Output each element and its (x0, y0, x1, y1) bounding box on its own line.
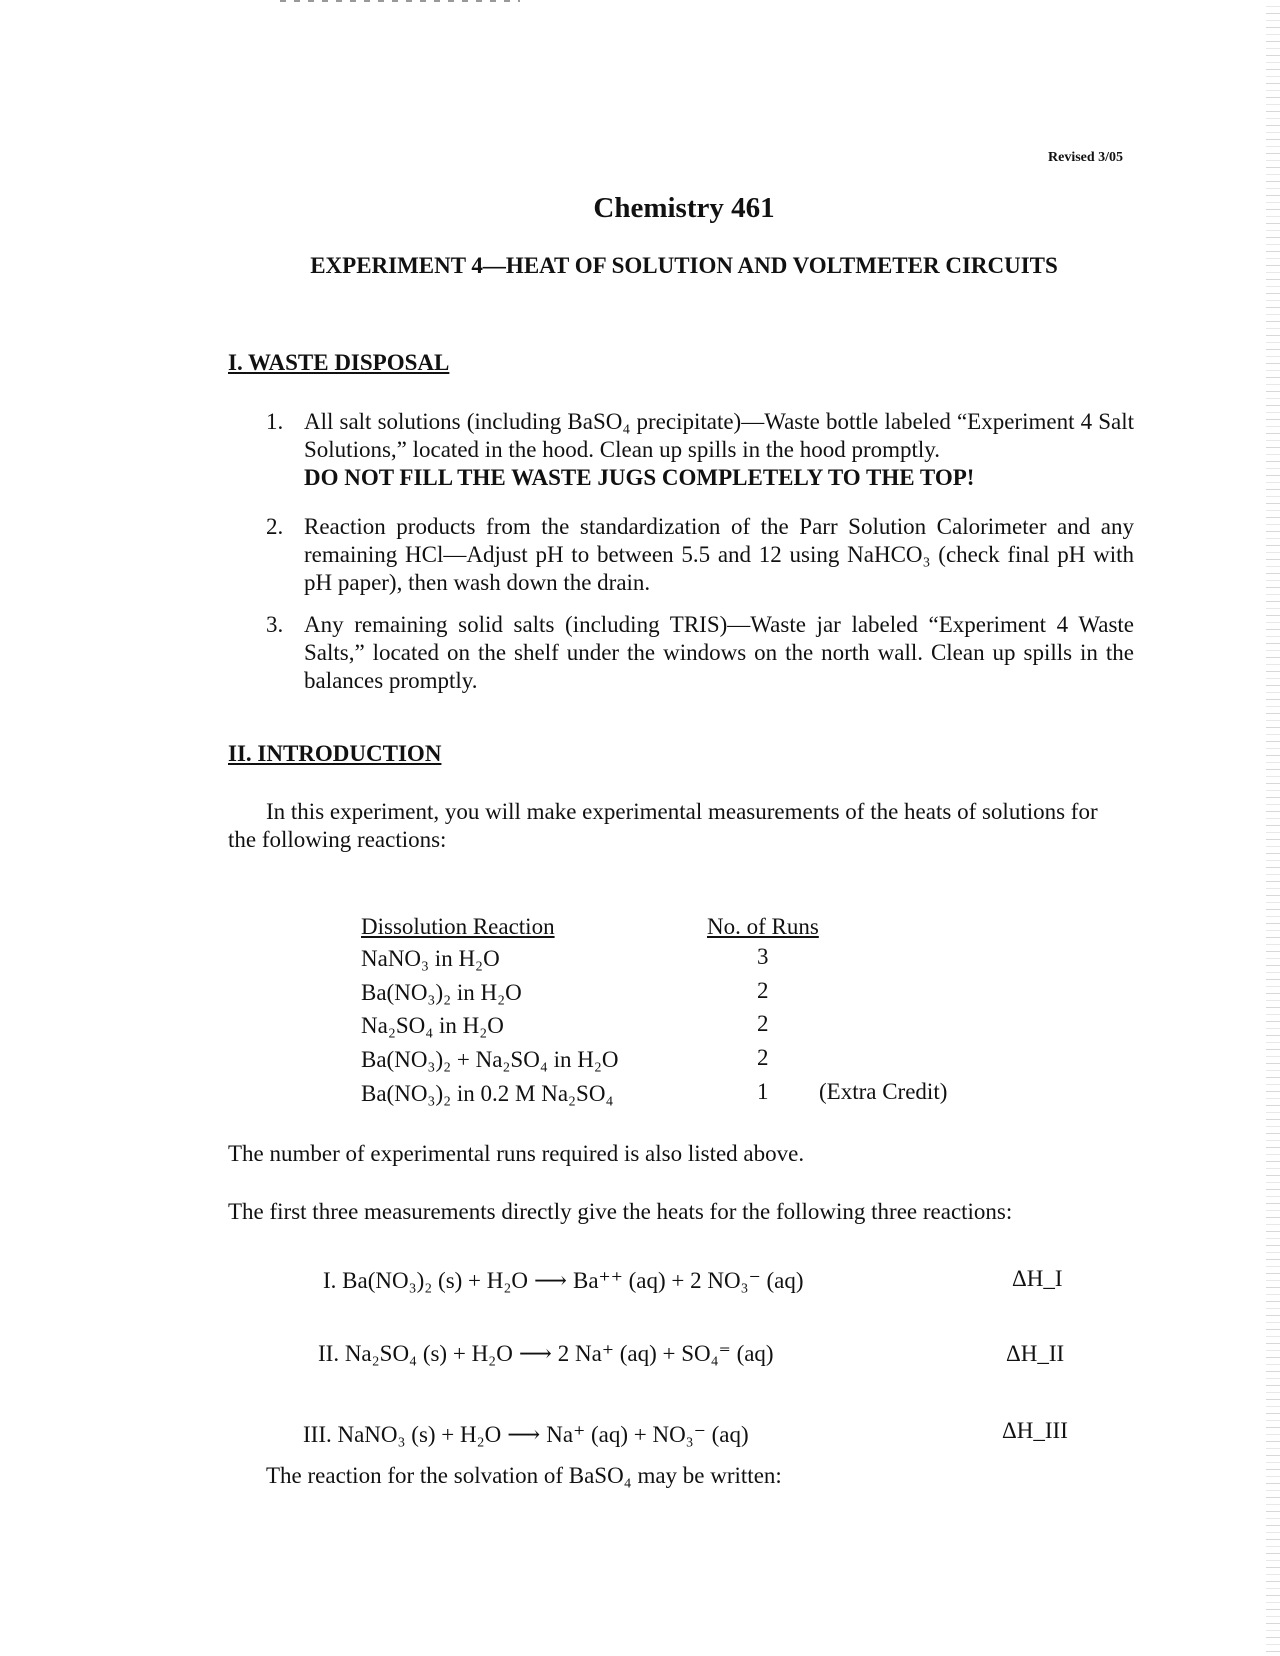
arrow-icon: ⟶ (507, 1422, 541, 1447)
warning-text: DO NOT FILL THE WASTE JUGS COMPLETELY TO THE TOP! (304, 465, 975, 490)
introduction-heading: II. INTRODUCTION (228, 741, 442, 766)
measurements-paragraph: The first three measurements directly give the heats for the following three reactions: (228, 1199, 1013, 1224)
runs-note-paragraph: The number of experimental runs required is also listed above. (228, 1141, 805, 1166)
scan-artifact-edge (1266, 0, 1280, 1656)
table-row-reaction: Na₂SO₄ in H₂O (361, 1013, 504, 1038)
arrow-icon: ⟶ (518, 1341, 552, 1366)
equation-3: III. NaNO₃ (s) + H₂O ⟶ Na⁺ (aq) + NO₃⁻ (aq) (303, 1422, 749, 1447)
revision-note: Revised 3/05 (1048, 150, 1124, 165)
table-row-reaction: Ba(NO₃)₂ + Na₂SO₄ in H₂O (361, 1047, 619, 1072)
page-title: Chemistry 461 (593, 192, 775, 224)
item-text: Reaction products from the standardization of the Parr Solution Calorimeter and any remaining HCl—Adjust pH to between 5.5 and 12 using NaHCO₃ (check final pH with pH paper), then wash down the drain. (304, 514, 1134, 595)
table-row-runs: 2 (757, 978, 769, 1003)
dissolution-table (361, 914, 1001, 1114)
table-row-reaction: Ba(NO₃)₂ in 0.2 M Na₂SO₄ (361, 1081, 614, 1106)
delta-h-1: ΔH_I (1012, 1266, 1063, 1291)
item-number: 3. (266, 612, 284, 637)
item-number: 2. (266, 514, 284, 539)
item-number: 1. (266, 409, 284, 434)
arrow-icon: ⟶ (534, 1268, 567, 1293)
table-row-note: (Extra Credit) (819, 1079, 948, 1104)
item-text: All salt solutions (including BaSO₄ precipitate)—Waste bottle labeled “Experiment 4 Salt Solutions,” located in the hood. Clean up spills in the hood promptly. DO NOT FILL THE WASTE JUGS COMPLETELY TO THE TOP! (304, 409, 1134, 490)
equation-1: I. Ba(NO₃)₂ (s) + H₂O ⟶ Ba⁺⁺ (aq) + 2 NO₃⁻ (aq) (323, 1268, 804, 1293)
intro-paragraph: In this experiment, you will make experimental measurements of the heats of solutions for the following reactions: (228, 799, 1098, 852)
experiment-title: EXPERIMENT 4—HEAT OF SOLUTION AND VOLTMETER CIRCUITS (310, 253, 1058, 278)
waste-disposal-heading: I. WASTE DISPOSAL (228, 350, 450, 375)
table-header-runs: No. of Runs (707, 914, 819, 939)
delta-h-2: ΔH_II (1006, 1341, 1065, 1366)
scan-artifact-top (280, 0, 520, 2)
solvation-paragraph: The reaction for the solvation of BaSO₄ may be written: (266, 1463, 782, 1488)
table-header-reaction: Dissolution Reaction (361, 914, 555, 939)
table-row-reaction: Ba(NO₃)₂ in H₂O (361, 980, 522, 1005)
delta-h-3: ΔH_III (1002, 1418, 1068, 1443)
item-text: Any remaining solid salts (including TRIS)—Waste jar labeled “Experiment 4 Waste Salts,” located on the shelf under the windows on the north wall. Clean up spills in the balances promptly. (304, 612, 1134, 693)
table-row-runs: 3 (757, 944, 769, 969)
table-row-runs: 2 (757, 1045, 769, 1070)
table-row-runs: 1 (757, 1079, 769, 1104)
table-row-reaction: NaNO₃ in H₂O (361, 946, 500, 971)
table-row-runs: 2 (757, 1011, 769, 1036)
equation-2: II. Na₂SO₄ (s) + H₂O ⟶ 2 Na⁺ (aq) + SO₄⁼ (aq) (318, 1341, 774, 1366)
